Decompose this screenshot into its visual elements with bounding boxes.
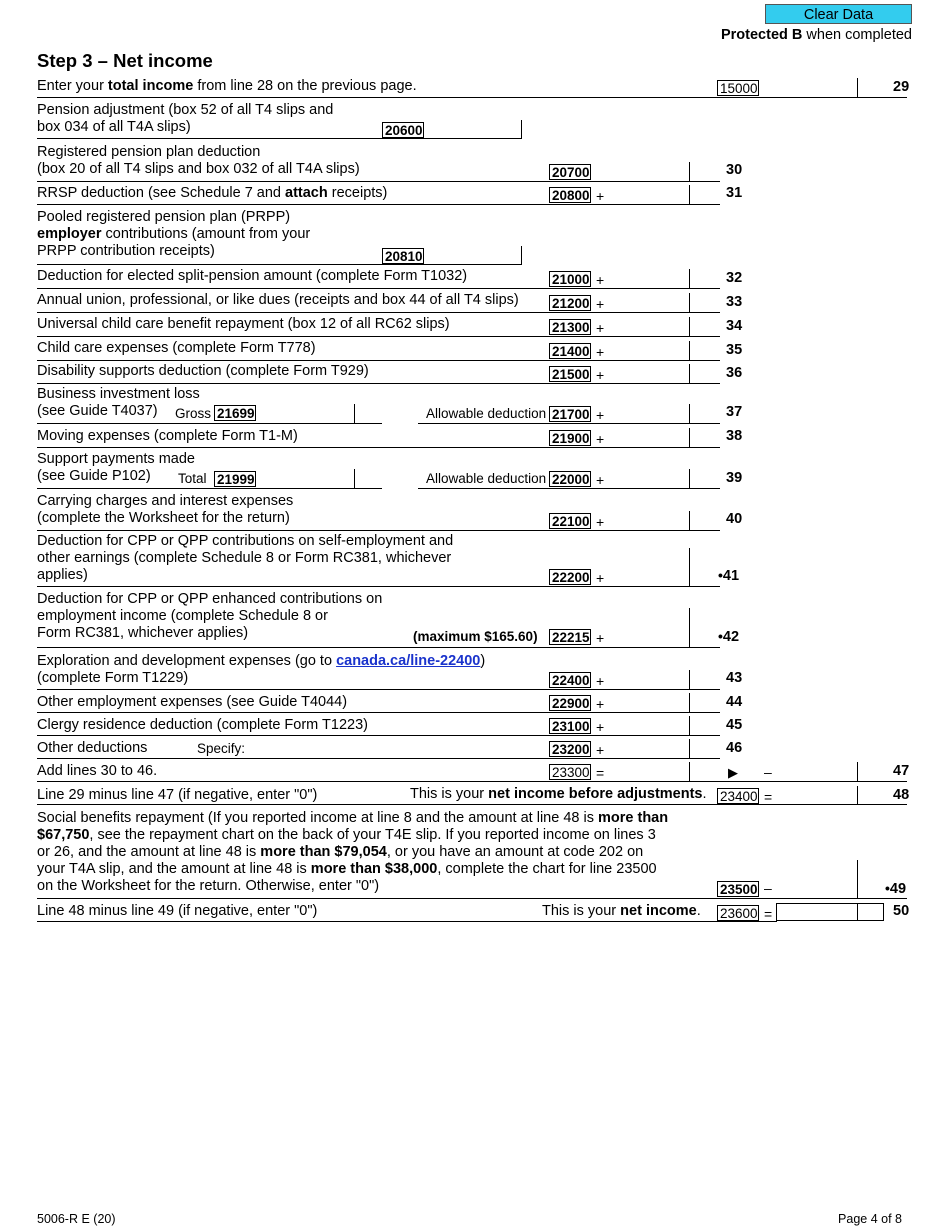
row-36-label: Disability supports deduction (complete Form T929) bbox=[37, 363, 369, 379]
line-31-number: 31 bbox=[726, 185, 743, 201]
add-lines-code: 23300 bbox=[549, 764, 591, 780]
social-benefits-line-3: or 26, and the amount at line 48 is more than $79,054, or you have an amount at code 202 on bbox=[37, 844, 644, 860]
line-29-number: 29 bbox=[893, 79, 910, 95]
support-payments-label-1: Support payments made bbox=[37, 451, 195, 467]
business-loss-code: 21700 bbox=[549, 406, 591, 422]
line-49-amount-field[interactable] bbox=[776, 860, 857, 878]
business-loss-label-1: Business investment loss bbox=[37, 386, 200, 402]
rpp-label-1: Registered pension plan deduction bbox=[37, 144, 261, 160]
line-35-number: 35 bbox=[726, 342, 743, 358]
prpp-label-2: employer contributions (amount from your bbox=[37, 226, 311, 242]
support-payments-label-2: (see Guide P102) bbox=[37, 468, 151, 484]
carrying-charges-label-1: Carrying charges and interest expenses bbox=[37, 493, 294, 509]
other-employment-code: 22900 bbox=[549, 695, 591, 711]
other-deductions-amount-field[interactable] bbox=[607, 739, 689, 757]
protected-b-label: Protected B when completed bbox=[720, 27, 912, 43]
clergy-amount-field[interactable] bbox=[607, 716, 689, 734]
line-39-number: 39 bbox=[726, 470, 743, 486]
moving-expenses-code: 21900 bbox=[549, 430, 591, 446]
gross-label: Gross bbox=[175, 406, 212, 421]
step-title: Step 3 – Net income bbox=[37, 50, 213, 71]
add-lines-label: Add lines 30 to 46. bbox=[37, 763, 158, 779]
line-38-number: 38 bbox=[726, 428, 743, 444]
arrow-right-icon: ▶ bbox=[728, 765, 738, 780]
row-33-amount-field[interactable] bbox=[607, 293, 689, 311]
row-36-amount-field[interactable] bbox=[607, 364, 689, 382]
rpp-code: 20700 bbox=[549, 164, 591, 180]
page-number: Page 4 of 8 bbox=[838, 1212, 902, 1226]
pension-adjustment-code: 20600 bbox=[382, 122, 424, 138]
rrsp-label: RRSP deduction (see Schedule 7 and attach receipts) bbox=[37, 185, 388, 201]
business-loss-label-2: (see Guide T4037) bbox=[37, 403, 158, 419]
allowable-deduction-label-39: Allowable deduction bbox=[426, 471, 547, 486]
gross-amount-field[interactable] bbox=[256, 404, 354, 422]
cpp-enhanced-label-1: Deduction for CPP or QPP enhanced contributions on bbox=[37, 591, 383, 607]
cpp-enhanced-code: 22215 bbox=[549, 629, 591, 645]
net-income-before-adjustments-label: This is your net income before adjustments. bbox=[410, 786, 707, 802]
prpp-field[interactable] bbox=[424, 246, 522, 264]
row-36-code: 21500 bbox=[549, 366, 591, 382]
support-payments-code: 22000 bbox=[549, 471, 591, 487]
cpp-enhanced-label-3: Form RC381, whichever applies) bbox=[37, 625, 249, 641]
exploration-label-1: Exploration and development expenses (go to canada.ca/line-22400) bbox=[37, 653, 486, 669]
line-34-number: 34 bbox=[726, 318, 743, 334]
form-id: 5006-R E (20) bbox=[37, 1212, 116, 1226]
line-40-number: 40 bbox=[726, 511, 743, 527]
cpp-enhanced-label-2: employment income (complete Schedule 8 or bbox=[37, 608, 328, 624]
line-49-number: •49 bbox=[885, 880, 907, 897]
cpp-label-2: other earnings (complete Schedule 8 or Form RC381, whichever bbox=[37, 550, 452, 566]
line-48-number: 48 bbox=[893, 787, 910, 803]
cpp-label-1: Deduction for CPP or QPP contributions on self-employment and bbox=[37, 533, 454, 549]
gross-code: 21699 bbox=[214, 405, 256, 421]
specify-label: Specify: bbox=[197, 741, 246, 756]
other-employment-amount-field[interactable] bbox=[607, 693, 689, 711]
other-deductions-code: 23200 bbox=[549, 741, 591, 757]
carrying-charges-code: 22100 bbox=[549, 513, 591, 529]
line-47-number: 47 bbox=[893, 763, 910, 779]
line-50-code: 23600 bbox=[717, 905, 759, 921]
row-35-code: 21400 bbox=[549, 343, 591, 359]
cpp-enhanced-maximum: (maximum $165.60) bbox=[413, 629, 538, 644]
line-33-number: 33 bbox=[726, 294, 743, 310]
row-35-label: Child care expenses (complete Form T778) bbox=[37, 340, 316, 356]
prpp-code: 20810 bbox=[382, 248, 424, 264]
rrsp-code: 20800 bbox=[549, 187, 591, 203]
social-benefits-line-1: Social benefits repayment (If you reported income at line 8 and the amount at line 48 is more than bbox=[37, 810, 669, 826]
rrsp-amount-field[interactable] bbox=[607, 185, 689, 203]
pension-adjustment-label-1: Pension adjustment (box 52 of all T4 slips and bbox=[37, 102, 334, 118]
rpp-label-2: (box 20 of all T4 slips and box 032 of all T4A slips) bbox=[37, 161, 360, 177]
line-50-amount-field[interactable] bbox=[776, 903, 884, 921]
row-33-code: 21200 bbox=[549, 295, 591, 311]
social-benefits-line-2: $67,750, see the repayment chart on the back of your T4E slip. If you reported income on lines 3 bbox=[37, 827, 656, 843]
social-benefits-line-4: your T4A slip, and the amount at line 48 is more than $38,000, complete the chart for line 23500 bbox=[37, 861, 657, 877]
cpp-label-3: applies) bbox=[37, 567, 88, 583]
line-42-number: •42 bbox=[718, 628, 740, 645]
total-label: Total bbox=[178, 471, 207, 486]
row-32-label: Deduction for elected split-pension amount (complete Form T1032) bbox=[37, 268, 468, 284]
line-46-number: 46 bbox=[726, 740, 743, 756]
cpp-code: 22200 bbox=[549, 569, 591, 585]
net-income-label: This is your net income. bbox=[542, 903, 701, 919]
row-32-amount-field[interactable] bbox=[607, 269, 689, 287]
total-code: 21999 bbox=[214, 471, 256, 487]
cpp-amount-field[interactable] bbox=[607, 548, 689, 566]
moving-expenses-label: Moving expenses (complete Form T1-M) bbox=[37, 428, 298, 444]
rpp-amount-field[interactable] bbox=[591, 162, 689, 180]
canada-ca-line-22400-link[interactable]: canada.ca/line-22400 bbox=[336, 653, 481, 669]
line-29-code: 15000 bbox=[717, 80, 759, 96]
line-30-number: 30 bbox=[726, 162, 743, 178]
specify-field[interactable] bbox=[250, 739, 540, 757]
cpp-enhanced-amount-field[interactable] bbox=[607, 608, 689, 626]
social-benefits-line-5: on the Worksheet for the return. Otherwise, enter "0") bbox=[37, 878, 380, 894]
pension-adjustment-field[interactable] bbox=[424, 120, 522, 138]
clergy-label: Clergy residence deduction (complete Form T1223) bbox=[37, 717, 368, 733]
line-47-amount-field[interactable] bbox=[776, 762, 857, 780]
support-total-amount-field[interactable] bbox=[256, 469, 354, 487]
line-43-number: 43 bbox=[726, 670, 743, 686]
line-37-number: 37 bbox=[726, 404, 743, 420]
carrying-charges-label-2: (complete the Worksheet for the return) bbox=[37, 510, 290, 526]
line-50-label: Line 48 minus line 49 (if negative, enter "0") bbox=[37, 903, 318, 919]
clear-data-button[interactable]: Clear Data bbox=[765, 4, 912, 24]
carrying-charges-amount-field[interactable] bbox=[607, 511, 689, 529]
exploration-code: 22400 bbox=[549, 672, 591, 688]
row-34-label: Universal child care benefit repayment (box 12 of all RC62 slips) bbox=[37, 316, 450, 332]
prpp-label-3: PRPP contribution receipts) bbox=[37, 243, 215, 259]
line-45-number: 45 bbox=[726, 717, 743, 733]
row-35-amount-field[interactable] bbox=[607, 341, 689, 359]
row-34-amount-field[interactable] bbox=[607, 317, 689, 335]
line-29-label: Enter your total income from line 28 on the previous page. bbox=[37, 78, 417, 94]
clergy-code: 23100 bbox=[549, 718, 591, 734]
add-lines-amount-field[interactable] bbox=[607, 762, 689, 780]
line-32-number: 32 bbox=[726, 270, 743, 286]
exploration-label-2: (complete Form T1229) bbox=[37, 670, 189, 686]
line-29-amount-field[interactable] bbox=[759, 78, 857, 96]
row-32-code: 21000 bbox=[549, 271, 591, 287]
exploration-amount-field[interactable] bbox=[607, 670, 689, 688]
line-36-number: 36 bbox=[726, 365, 743, 381]
allowable-deduction-label-37: Allowable deduction bbox=[426, 406, 547, 421]
support-payments-amount-field[interactable] bbox=[607, 469, 689, 487]
other-deductions-label: Other deductions bbox=[37, 740, 148, 756]
row-34-code: 21300 bbox=[549, 319, 591, 335]
line-41-number: •41 bbox=[718, 567, 740, 584]
line-48-label: Line 29 minus line 47 (if negative, enter "0") bbox=[37, 787, 318, 803]
business-loss-amount-field[interactable] bbox=[607, 404, 689, 422]
social-benefits-code: 23500 bbox=[717, 881, 759, 897]
other-employment-label: Other employment expenses (see Guide T4044) bbox=[37, 694, 348, 710]
row-33-label: Annual union, professional, or like dues (receipts and box 44 of all T4 slips) bbox=[37, 292, 519, 308]
line-48-code: 23400 bbox=[717, 788, 759, 804]
prpp-label-1: Pooled registered pension plan (PRPP) bbox=[37, 209, 291, 225]
pension-adjustment-label-2: box 034 of all T4A slips) bbox=[37, 119, 191, 135]
line-48-amount-field[interactable] bbox=[776, 786, 857, 804]
moving-expenses-amount-field[interactable] bbox=[607, 428, 689, 446]
line-50-number: 50 bbox=[893, 903, 910, 919]
line-44-number: 44 bbox=[726, 694, 743, 710]
